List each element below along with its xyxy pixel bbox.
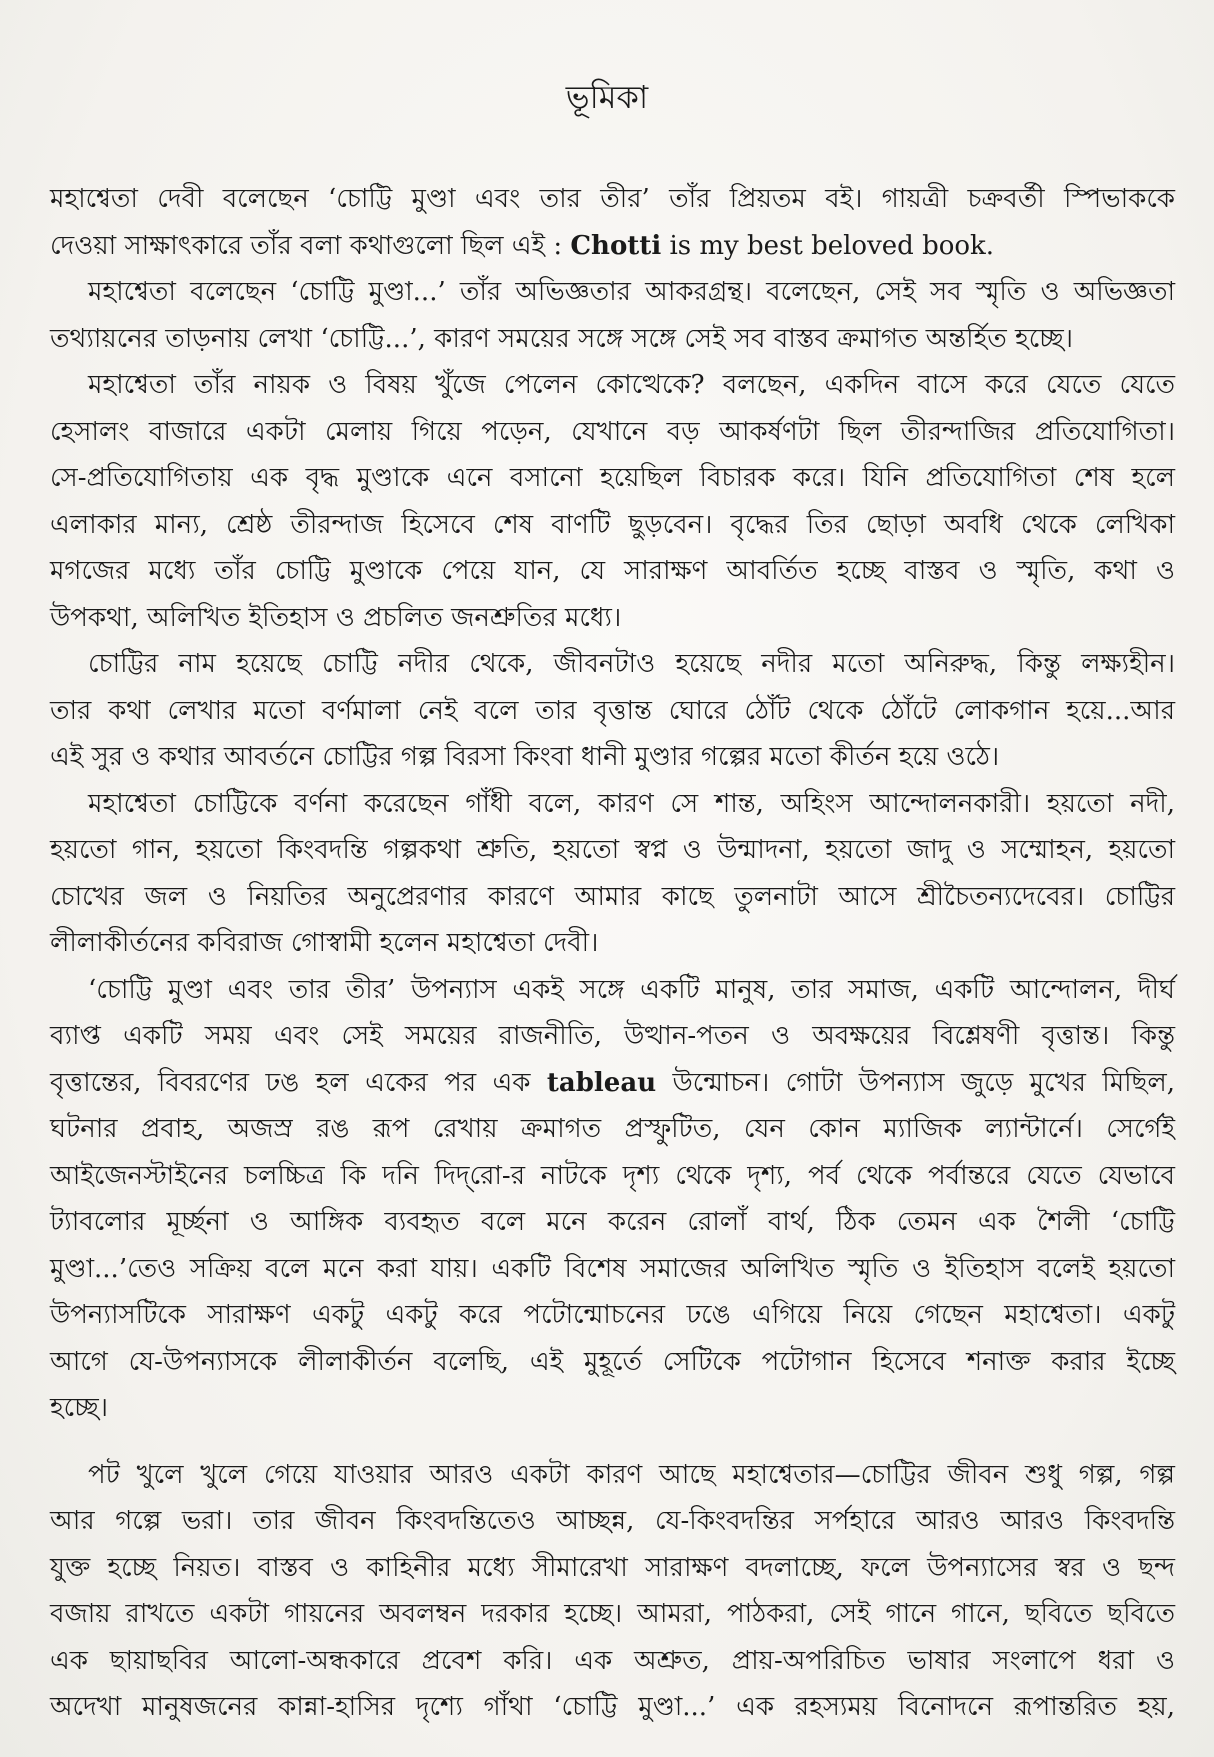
text-line: পট খুলে খুলে গেয়ে যাওয়ার আরও একটা কারণ আছে মহাশ্বেতার—চোট্টির জীবন শুধু গল্প, গল্প (88, 1459, 1175, 1490)
text-line: মগজের মধ্যে তাঁর চোট্টি মুণ্ডাকে পেয়ে যান, যে সারাক্ষণ আবর্তিত হচ্ছে বাস্তব ও স্মৃতি, কথা ও (50, 556, 1175, 586)
text-line: উপকথা, অলিখিত ইতিহাস ও প্রচলিত জনশ্রুতির মধ্যে। (50, 602, 622, 633)
bold-english-text: tableau (546, 1067, 657, 1098)
text-line: তার কথা লেখার মতো বর্ণমালা নেই বলে তার বৃত্তান্ত ঘোরে ঠোঁট থেকে ঠোঁটে লোকগান হয়ে...আর (50, 695, 1175, 726)
text-segment: বৃত্তান্তের, বিবরণের ঢঙ হল একের পর এক (50, 1067, 547, 1098)
bold-english-text: Chotti (570, 230, 662, 261)
text-line: বজায় রাখতে একটা গায়নের অবলম্বন দরকার হচ্ছে। আমরা, পাঠকরা, সেই গানে গানে, ছবিতে ছবিতে (50, 1599, 1175, 1629)
text-line: ব্যাপ্ত একটি সময় এবং সেই সময়ের রাজনীতি, উত্থান-পতন ও অবক্ষয়ের বিশ্লেষণী বৃত্তান্ত। কিন্তু (50, 1021, 1175, 1051)
page-title: ভূমিকা (565, 78, 649, 116)
text-segment: উন্মোচন। গোটা উপন্যাস জুড়ে মুখের মিছিল, (656, 1067, 1175, 1098)
text-line: ‘চোট্টি মুণ্ডা এবং তার তীর’ উপন্যাস একই সঙ্গে একটি মানুষ, তার সমাজ, একটি আন্দোলন, দীর্ঘ (88, 974, 1175, 1005)
text-line: অদেখা মানুষজনের কান্না-হাসির দৃশ্যে গাঁথা ‘চোট্টি মুণ্ডা...’ এক রহস্যময় বিনোদনে রূপান্তরিত হয়, (50, 1692, 1175, 1722)
text-line: চোট্টির নাম হয়েছে চোট্টি নদীর থেকে, জীবনটাও হয়েছে নদীর মতো অনিরুদ্ধ, কিন্তু লক্ষ্যহীন। (88, 649, 1175, 679)
text-line: আর গল্পে ভরা। তার জীবন কিংবদন্তিতেও আচ্ছন্ন, যে-কিংবদন্তির সর্পহারে আরও আরও কিংবদন্তি (50, 1506, 1175, 1536)
text-line: আগে যে-উপন্যাসকে লীলাকীর্তন বলেছি, এই মুহূর্তে সেটিকে পটোগান হিসেবে শনাক্ত করার ইচ্ছে (50, 1346, 1175, 1377)
text-line: এই সুর ও কথার আবর্তনে চোট্টির গল্প বিরসা কিংবা ধানী মুণ্ডার গল্পের মতো কীর্তন হয়ে ওঠে। (50, 742, 1000, 772)
paragraph-gap (50, 1432, 1175, 1452)
text-line: চোখের জল ও নিয়তির অনুপ্রেরণার কারণে আমার কাছে তুলনাটা আসে শ্রীচৈতন্যদেবের। চোট্টির (50, 881, 1175, 912)
text-line: এক ছায়াছবির আলো-অন্ধকারে প্রবেশ করি। এক অশ্রুত, প্রায়-অপরিচিত ভাষার সংলাপে ধরা ও (50, 1645, 1175, 1676)
text-line: ঘটনার প্রবাহ, অজস্র রঙ রূপ রেখায় ক্রমাগত প্রস্ফুটিত, যেন কোন ম্যাজিক ল্যান্টার্নে। সের্গেই (50, 1114, 1175, 1144)
text-line: হেসালং বাজারে একটা মেলায় গিয়ে পড়েন, যেখানে বড় আকর্ষণটা ছিল তীরন্দাজির প্রতিযোগিতা। (50, 416, 1175, 447)
text-line: যুক্ত হচ্ছে নিয়ত। বাস্তব ও কাহিনীর মধ্যে সীমারেখা সারাক্ষণ বদলাচ্ছে, ফলে উপন্যাসের স্বর ও ছন্দ (50, 1552, 1175, 1583)
paragraph (50, 781, 1175, 967)
text-line (50, 223, 1175, 270)
text-line: মহাশ্বেতা তাঁর নায়ক ও বিষয় খুঁজে পেলেন কোত্থেকে? বলছেন, একদিন বাসে করে যেতে যেতে (88, 370, 1175, 400)
text-line: লীলাকীর্তনের কবিরাজ গোস্বামী হলেন মহাশ্বেতা দেবী। (50, 928, 599, 958)
text-line: হয়তো গান, হয়তো কিংবদন্তি গল্পকথা শ্রুতি, হয়তো স্বপ্ন ও উন্মাদনা, হয়তো জাদু ও সম্মোহন, হয়তো (50, 835, 1175, 865)
text-line (50, 1060, 1175, 1107)
paragraph (50, 967, 1175, 1432)
page-body-text (50, 176, 1175, 1731)
text-line: আইজেনস্টাইনের চলচ্চিত্র কি দনি দিদ্‌রো-র নাটকে দৃশ্য থেকে দৃশ্য, পর্ব থেকে পর্বান্তরে যেতে যেভাবে (50, 1160, 1175, 1191)
text-line: তথ্যায়নের তাড়নায় লেখা ‘চোট্টি...’, কারণ সময়ের সঙ্গে সঙ্গে সেই সব বাস্তব ক্রমাগত অন্তর্হিত হচ্ছে। (50, 323, 1074, 354)
text-segment: is my best beloved book. (661, 230, 995, 261)
text-line: মহাশ্বেতা বলেছেন ‘চোট্টি মুণ্ডা...’ তাঁর অভিজ্ঞতার আকরগ্রন্থ। বলেছেন, সেই সব স্মৃতি ও অভিজ্ঞতা (88, 277, 1175, 307)
text-line: মহাশ্বেতা চোট্টিকে বর্ণনা করেছেন গাঁধী বলে, কারণ সে শান্ত, অহিংস আন্দোলনকারী। হয়তো নদী, (88, 788, 1175, 819)
text-line: সে-প্রতিযোগিতায় এক বৃদ্ধ মুণ্ডাকে এনে বসানো হয়েছিল বিচারক করে। যিনি প্রতিযোগিতা শেষ হলে (50, 463, 1175, 493)
text-line: উপন্যাসটিকে সারাক্ষণ একটু একটু করে পটোন্মোচনের ঢঙে এগিয়ে নিয়ে গেছেন মহাশ্বেতা। একটু (50, 1300, 1175, 1330)
text-line: মুণ্ডা...’তেও সক্রিয় বলে মনে করা যায়। একটি বিশেষ সমাজের অলিখিত স্মৃতি ও ইতিহাস বলেই হয়তো (50, 1253, 1175, 1284)
text-line: মহাশ্বেতা দেবী বলেছেন ‘চোট্টি মুণ্ডা এবং তার তীর’ তাঁর প্রিয়তম বই। গায়ত্রী চক্রবর্তী স্পিভাককে (50, 184, 1175, 214)
text-line: এলাকার মান্য, শ্রেষ্ঠ তীরন্দাজ হিসেবে শেষ বাণটি ছুড়বেন। বৃদ্ধের তির ছোড়া অবধি থেকে লেখিকা (50, 509, 1175, 540)
paragraph (50, 269, 1175, 362)
paragraph (50, 1452, 1175, 1731)
text-line: হচ্ছে। (50, 1393, 109, 1423)
text-line: ট্যাবলোর মূর্চ্ছনা ও আঙ্গিক ব্যবহৃত বলে মনে করেন রোলাঁ বার্থ, ঠিক তেমন এক শৈলী ‘চোট্টি (50, 1207, 1175, 1237)
paragraph (50, 362, 1175, 641)
paragraph (50, 176, 1175, 269)
paragraph (50, 641, 1175, 781)
text-segment: দেওয়া সাক্ষাৎকারে তাঁর বলা কথাগুলো ছিল এই : (50, 230, 571, 261)
